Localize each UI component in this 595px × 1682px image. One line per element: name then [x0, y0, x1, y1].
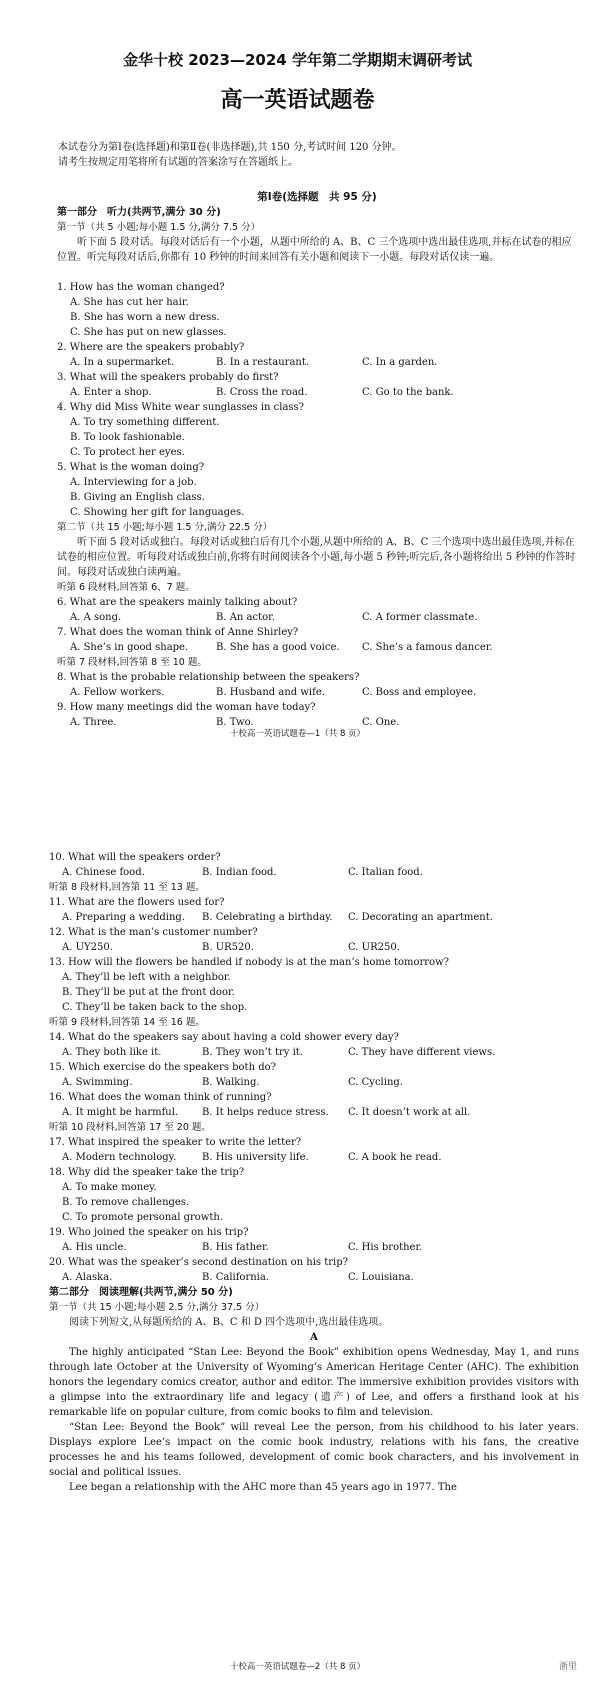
question-stem: 9. How many meetings did the woman have today? [57, 702, 316, 713]
option-b: B. Husband and wife. [216, 687, 325, 698]
part2-section1-title: 第一节（共 15 小题;每小题 2.5 分,满分 37.5 分） [49, 1302, 265, 1313]
option-b: B. Two. [216, 717, 254, 728]
part1-title: 第一部分 听力(共两节,满分 30 分) [57, 207, 221, 218]
option-c: C. Louisiana. [348, 1272, 414, 1283]
option-b: B. She has worn a new dress. [70, 312, 220, 323]
option-b: B. To look fashionable. [70, 432, 185, 443]
option-b: B. Walking. [202, 1077, 260, 1088]
options-row [49, 1075, 579, 1090]
option-a: A. Three. [70, 717, 117, 728]
option-a: A. Swimming. [62, 1077, 133, 1088]
option-b: B. His father. [202, 1242, 269, 1253]
option-c: C. Italian food. [348, 867, 423, 878]
option-c: C. His brother. [348, 1242, 423, 1253]
section2-title: 第二节（共 15 小题;每小题 1.5 分,满分 22.5 分） [57, 522, 273, 533]
page-footer: 十校高一英语试题卷—1（共 8 页） [229, 729, 366, 739]
option-a: A. It might be harmful. [62, 1107, 179, 1118]
options-row [49, 910, 579, 925]
listen-instruction: 听第 9 段材料,回答第 14 至 16 题。 [49, 1017, 205, 1028]
question-stem: 20. What was the speaker’s second destination on his trip? [49, 1257, 348, 1268]
option-b: B. Celebrating a birthday. [202, 912, 333, 923]
question-stem: 12. What is the man’s customer number? [49, 927, 258, 938]
option-b: B. UR520. [202, 942, 254, 953]
option-b: B. It helps reduce stress. [202, 1107, 329, 1118]
question-stem: 3. What will the speakers probably do first? [57, 372, 279, 383]
option-c: C. She’s a famous dancer. [362, 642, 493, 653]
option-b: B. Cross the road. [216, 387, 308, 398]
option-a: A. Chinese food. [62, 867, 145, 878]
option-c: C. In a garden. [362, 357, 438, 368]
option-b: B. California. [202, 1272, 269, 1283]
options-row [49, 1270, 579, 1285]
option-a: A. They’ll be left with a neighbor. [62, 972, 231, 983]
options-row [57, 610, 577, 625]
question-stem: 19. Who joined the speaker on his trip? [49, 1227, 249, 1238]
option-c: C. Showing her gift for languages. [70, 507, 245, 518]
question-stem: 11. What are the flowers used for? [49, 897, 225, 908]
option-b: B. To remove challenges. [62, 1197, 190, 1208]
option-a: A. She has cut her hair. [70, 297, 189, 308]
exam-title: 金华十校 2023—2024 学年第二学期期末调研考试 [123, 51, 472, 69]
option-a: A. In a supermarket. [70, 357, 175, 368]
part2-section1-directions: 阅读下列短文,从每题所给的 A、B、C 和 D 四个选项中,选出最佳选项。 [69, 1317, 389, 1328]
listen-instruction: 听第 6 段材料,回答第 6、7 题。 [57, 582, 195, 593]
option-a: A. Interviewing for a job. [70, 477, 197, 488]
passage-paragraph: The highly anticipated “Stan Lee: Beyond the Book” exhibition opens Wednesday, May 1, and runs through late October at the University of Wyoming’s American Heritage Center (AHC). The exhibition honors the legendary comics creator, author and editor. The immersive exhibition provides visitors with a glimpse into the extraordinary life and legacy (遗产) of Lee, and offers a firsthand look at his remarkable life on popular culture, from comic books to film and television. [49, 1347, 579, 1418]
listen-instruction: 听第 7 段材料,回答第 8 至 10 题。 [57, 657, 207, 668]
option-a: A. Alaska. [62, 1272, 113, 1283]
question-stem: 10. What will the speakers order? [49, 852, 221, 863]
question-stem: 7. What does the woman think of Anne Shirley? [57, 627, 299, 638]
section1-directions: 听下面 5 段对话。每段对话后有一个小题，从题中所给的 A、B、C 三个选项中选出最佳选项,并标在试卷的相应位置。听完每段对话后,你都有 10 秒钟的时间来回答有关小题和阅读下一小题。每段对话仅读一遍。 [57, 237, 572, 263]
instruction-line: 请考生按规定用笔将所有试题的答案涂写在答题纸上。 [58, 157, 298, 168]
option-c: C. A book he read. [348, 1152, 442, 1163]
option-a: A. Enter a shop. [70, 387, 152, 398]
option-c: C. UR250. [348, 942, 400, 953]
option-c: C. A former classmate. [362, 612, 478, 623]
option-a: A. They both like it. [62, 1047, 162, 1058]
listen-instruction: 听第 10 段材料,回答第 17 至 20 题。 [49, 1122, 211, 1133]
option-c: C. To protect her eyes. [70, 447, 185, 458]
question-stem: 8. What is the probable relationship between the speakers? [57, 672, 360, 683]
instruction-line: 本试卷分为第Ⅰ卷(选择题)和第Ⅱ卷(非选择题),共 150 分,考试时间 120 分钟。 [58, 142, 402, 153]
options-row [49, 1150, 579, 1165]
options-row [49, 1045, 579, 1060]
options-row [49, 940, 579, 955]
option-c: C. They’ll be taken back to the shop. [62, 1002, 248, 1013]
options-row [57, 685, 577, 700]
part1-listening-continued [49, 850, 579, 1495]
passage-paragraph: “Stan Lee: Beyond the Book” will reveal Lee the person, from his childhood to his later years. Displays explore Lee’s impact on the comic book industry, relations with his fans, the creative processes he and his teams followed, development of comic book characters, and his involvement in social and political issues. [49, 1422, 579, 1478]
question-stem: 18. Why did the speaker take the trip? [49, 1167, 245, 1178]
option-b: B. In a restaurant. [216, 357, 310, 368]
option-b: B. She has a good voice. [216, 642, 340, 653]
option-b: B. Giving an English class. [70, 492, 205, 503]
option-a: A. She’s in good shape. [70, 642, 189, 653]
question-stem: 6. What are the speakers mainly talking about? [57, 597, 298, 608]
question-stem: 5. What is the woman doing? [57, 462, 205, 473]
option-c: C. They have different views. [348, 1047, 496, 1058]
corner-watermark: 浙里 [558, 1662, 577, 1672]
passage-letter: A [310, 1332, 318, 1343]
option-a: A. Preparing a wedding. [62, 912, 186, 923]
question-stem: 1. How has the woman changed? [57, 282, 225, 293]
section1-title: 第一节（共 5 小题;每小题 1.5 分,满分 7.5 分） [57, 222, 261, 233]
option-b: B. They won’t try it. [202, 1047, 303, 1058]
option-c: C. She has put on new glasses. [70, 327, 227, 338]
option-c: C. Go to the bank. [362, 387, 454, 398]
listen-instruction: 听第 8 段材料,回答第 11 至 13 题。 [49, 882, 205, 893]
option-b: B. They’ll be put at the front door. [62, 987, 235, 998]
option-c: C. Boss and employee. [362, 687, 477, 698]
option-c: C. One. [362, 717, 400, 728]
option-a: A. To make money. [62, 1182, 157, 1193]
option-c: C. Cycling. [348, 1077, 403, 1088]
option-c: C. Decorating an apartment. [348, 912, 493, 923]
options-row [49, 1240, 579, 1255]
options-row [57, 355, 577, 370]
question-stem: 13. How will the flowers be handled if nobody is at the man’s home tomorrow? [49, 957, 450, 968]
page-footer: 十校高一英语试题卷—2（共 8 页） [229, 1662, 366, 1672]
option-a: A. Fellow workers. [70, 687, 165, 698]
part1-listening [57, 190, 577, 730]
options-row [49, 865, 579, 880]
main-title: 高一英语试题卷 [220, 87, 375, 113]
question-stem: 17. What inspired the speaker to write the letter? [49, 1137, 302, 1148]
passage-paragraph: Lee began a relationship with the AHC more than 45 years ago in 1977. The [69, 1482, 457, 1493]
option-a: A. UY250. [62, 942, 113, 953]
question-stem: 4. Why did Miss White wear sunglasses in class? [57, 402, 305, 413]
option-c: C. To promote personal growth. [62, 1212, 223, 1223]
question-stem: 16. What does the woman think of running? [49, 1092, 272, 1103]
part2-title: 第二部分 阅读理解(共两节,满分 50 分) [49, 1287, 233, 1298]
instructions [58, 140, 578, 170]
options-row [49, 1105, 579, 1120]
question-stem: 15. Which exercise do the speakers both do? [49, 1062, 276, 1073]
exam-page-2 [0, 845, 595, 1682]
option-c: C. It doesn’t work at all. [348, 1107, 471, 1118]
option-a: A. Modern technology. [62, 1152, 177, 1163]
volume1-title: 第Ⅰ卷(选择题 共 95 分) [257, 191, 377, 203]
question-stem: 2. Where are the speakers probably? [57, 342, 245, 353]
options-row [57, 385, 577, 400]
option-a: A. His uncle. [62, 1242, 127, 1253]
option-b: B. His university life. [202, 1152, 309, 1163]
option-b: B. An actor. [216, 612, 276, 623]
option-a: A. To try something different. [70, 417, 220, 428]
section2-directions: 听下面 5 段对话或独白。每段对话或独白后有几个小题,从题中所给的 A、B、C 三个选项中选出最佳选项,并标在试卷的相应位置。听每段对话或独白前,你将有时间阅读各个小题,每小题 5 秒钟;听完后,各小题将给出 5 秒钟的作答时间。每段对话或独白读两遍。 [57, 537, 576, 578]
option-a: A. A song. [70, 612, 122, 623]
question-stem: 14. What do the speakers say about having a cold shower every day? [49, 1032, 399, 1043]
options-row [57, 640, 577, 655]
option-b: B. Indian food. [202, 867, 277, 878]
